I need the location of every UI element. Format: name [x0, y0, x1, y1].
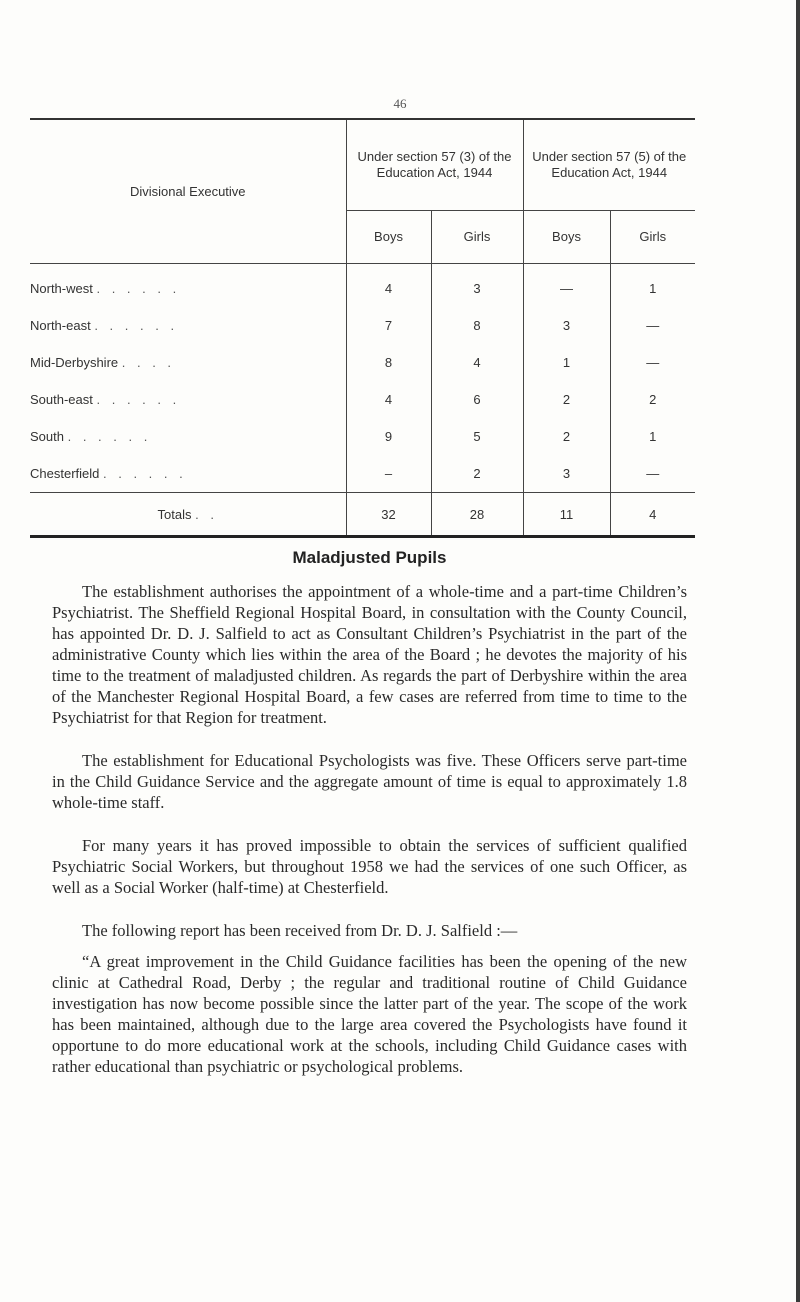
row-label: South-east . . . . . . — [30, 392, 181, 407]
cell: 8 — [346, 344, 431, 381]
group-header-s57-5: Under section 57 (5) of the Education Act, 1944 — [523, 119, 695, 211]
pupils-table — [30, 118, 695, 538]
sub-header-boys-2: Boys — [523, 211, 610, 264]
cell: 5 — [431, 418, 523, 455]
leader-dots: . . . . . . — [94, 318, 179, 333]
cell: 2 — [610, 381, 695, 418]
total-cell: 32 — [346, 493, 431, 537]
sub-header-boys-1: Boys — [346, 211, 431, 264]
totals-row — [30, 493, 695, 537]
paragraph: For many years it has proved impossible to obtain the services of sufficient qualified Psychiatric Social Workers, but throughout 1958 we had the services of one such Officer, as well as a Social Worker (half-time) at Chesterfield. — [52, 836, 687, 897]
cell: – — [346, 455, 431, 493]
cell: 3 — [523, 455, 610, 493]
cell: 9 — [346, 418, 431, 455]
cell: 3 — [523, 307, 610, 344]
body-text — [52, 548, 687, 1099]
section-heading: Maladjusted Pupils — [292, 548, 447, 567]
table-row — [30, 307, 695, 344]
cell: 6 — [431, 381, 523, 418]
cell: — — [610, 307, 695, 344]
cell: 4 — [346, 381, 431, 418]
cell: 1 — [610, 264, 695, 308]
pupils-table-container — [30, 118, 695, 538]
cell: 1 — [523, 344, 610, 381]
paragraph: The establishment for Educational Psychologists was five. These Officers serve part-time in the Child Guidance Service and the aggregate amount of time is equal to approximately 1.8 whole-time staff. — [52, 751, 687, 812]
totals-label: Totals . . — [30, 493, 346, 537]
cell: — — [610, 344, 695, 381]
cell: 3 — [431, 264, 523, 308]
table-row — [30, 455, 695, 493]
paragraph: The establishment authorises the appointment of a whole-time and a part-time Children’s Psychiatrist. The Sheffield Regional Hospital Board, in consultation with the County Council, has appointed Dr. D. J. Salfield to act as Consultant Children’s Psychiatrist in the part of the administrative County which lies within the area of the Board ; he devotes the majority of his time to the treatment of maladjusted children. As regards the part of Derbyshire within the area of the Manchester Regional Hospital Board, a few cases are referred from time to time to the Psychiatrist for that Region for treatment. — [52, 582, 687, 727]
row-label: North-east . . . . . . — [30, 318, 179, 333]
cell: 4 — [346, 264, 431, 308]
paragraph: The following report has been received from Dr. D. J. Salfield :— — [82, 921, 518, 940]
cell: 2 — [523, 418, 610, 455]
leader-dots: . . — [195, 506, 218, 522]
total-cell: 28 — [431, 493, 523, 537]
leader-dots: . . . . . . — [67, 429, 152, 444]
row-label: Mid-Derbyshire . . . . — [30, 355, 176, 370]
row-label: South . . . . . . — [30, 429, 152, 444]
page-edge — [796, 0, 800, 1302]
corner-header: Divisional Executive — [30, 119, 346, 264]
cell: 4 — [431, 344, 523, 381]
leader-dots: . . . . . . — [96, 281, 181, 296]
sub-header-girls-2: Girls — [610, 211, 695, 264]
group-header-s57-3: Under section 57 (3) of the Education Act, 1944 — [346, 119, 523, 211]
sub-header-girls-1: Girls — [431, 211, 523, 264]
leader-dots: . . . . . . — [96, 392, 181, 407]
cell: — — [523, 264, 610, 308]
table-row — [30, 264, 695, 308]
row-label: Chesterfield . . . . . . — [30, 466, 187, 481]
cell: 2 — [523, 381, 610, 418]
leader-dots: . . . . . . — [103, 466, 187, 481]
cell: 2 — [431, 455, 523, 493]
table-row — [30, 344, 695, 381]
cell: — — [610, 455, 695, 493]
page-number: 46 — [393, 96, 407, 111]
total-cell: 4 — [610, 493, 695, 537]
table-row — [30, 381, 695, 418]
total-cell: 11 — [523, 493, 610, 537]
table-row — [30, 418, 695, 455]
cell: 7 — [346, 307, 431, 344]
cell: 1 — [610, 418, 695, 455]
row-label: North-west . . . . . . — [30, 281, 181, 296]
cell: 8 — [431, 307, 523, 344]
leader-dots: . . . . — [121, 355, 176, 370]
paragraph: “A great improvement in the Child Guidance facilities has been the opening of the new clinic at Cathedral Road, Derby ; the regular and traditional routine of Child Guidance investigation has now become possible since the latter part of the year. The scope of the work has been maintained, although due to the large area covered the Psychologists have found it opportune to do more educational work at the schools, including Child Guidance cases with rather educational than psychiatric or psychological problems. — [52, 952, 687, 1076]
